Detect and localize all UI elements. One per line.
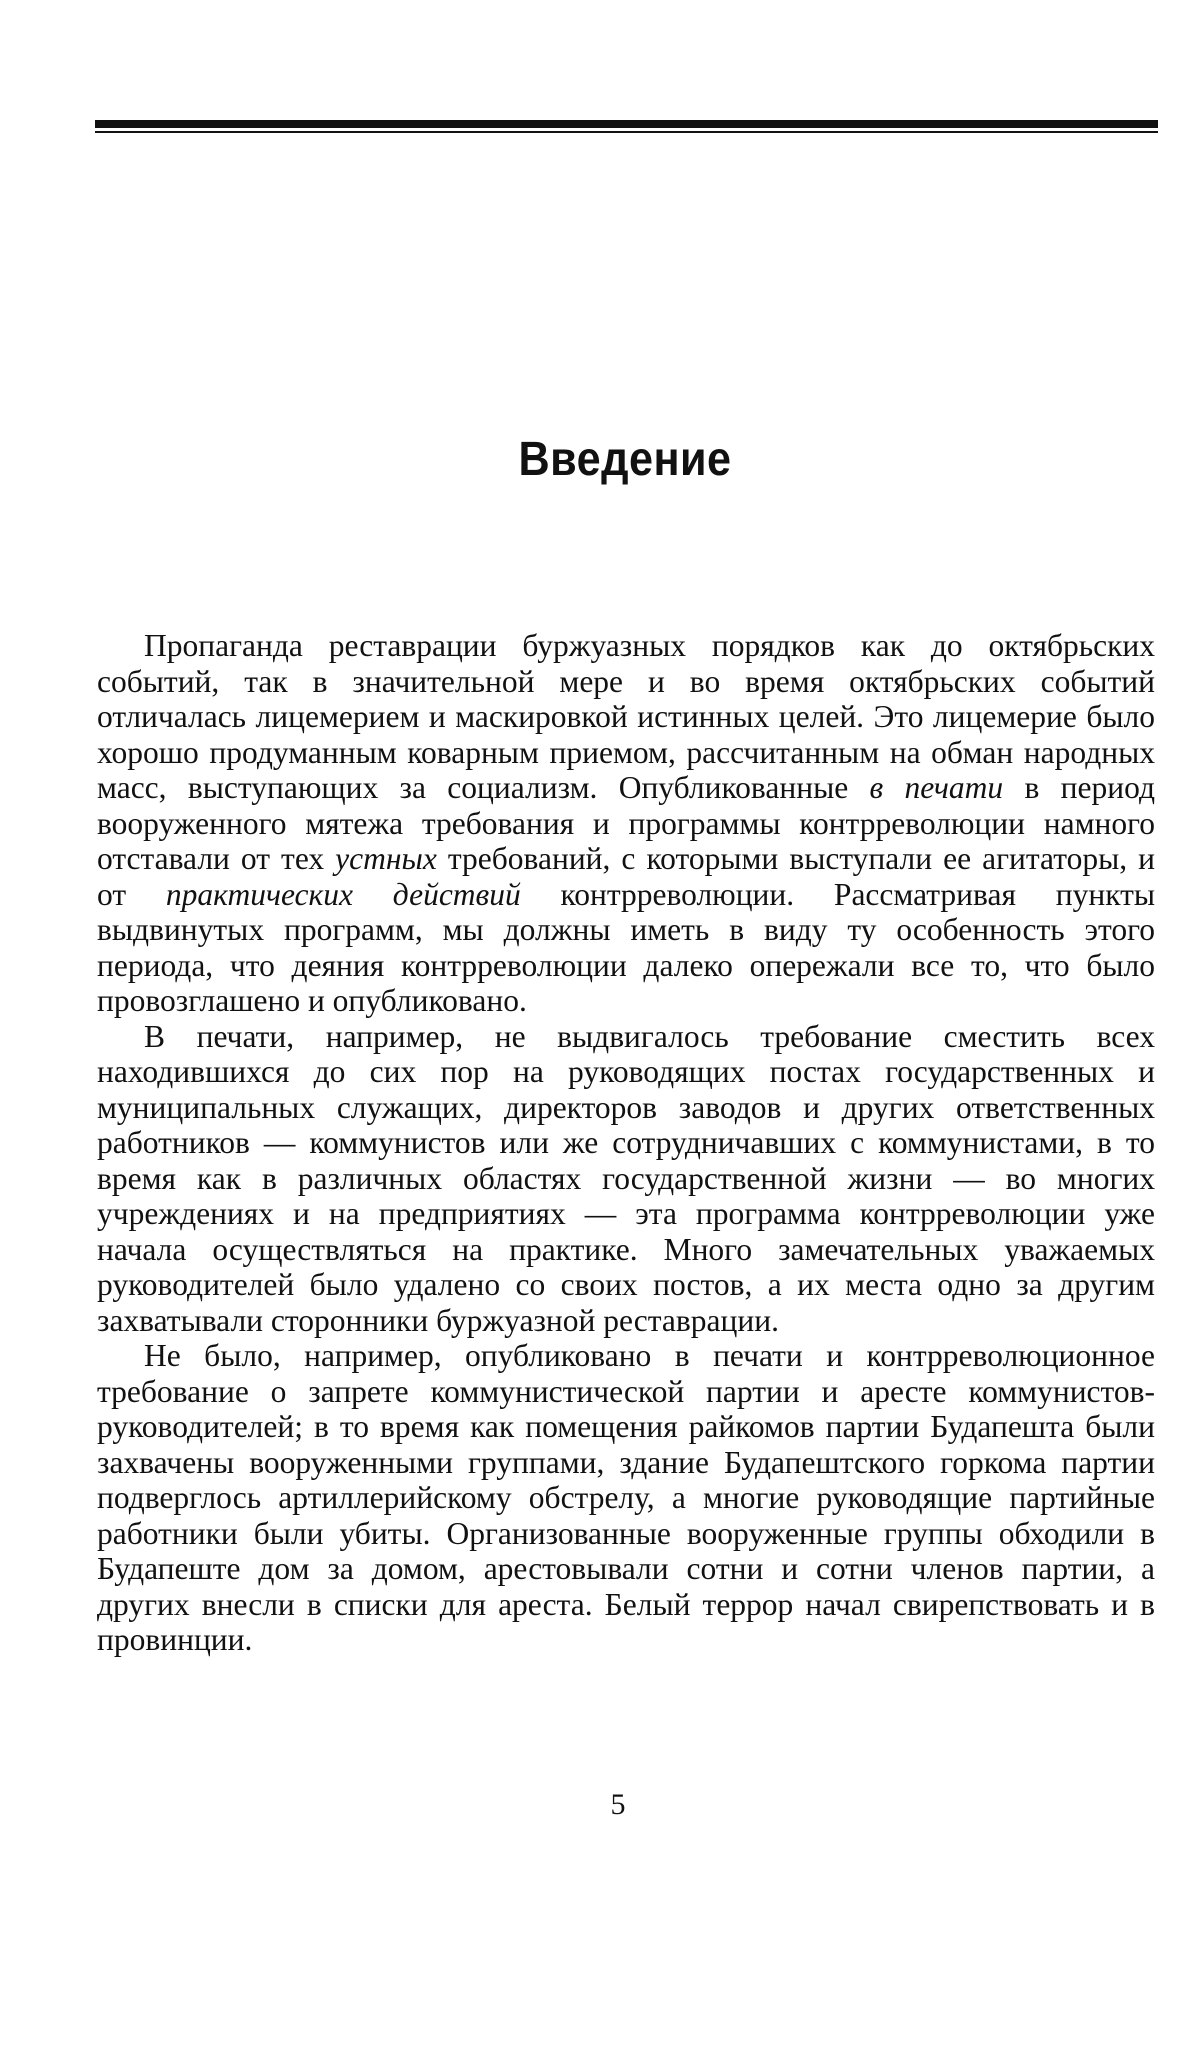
header-rule-thick — [95, 120, 1158, 128]
page-number: 5 — [610, 1788, 626, 1821]
header-rule-thin — [95, 131, 1158, 133]
paragraph — [97, 1338, 1155, 1658]
chapter-title: Введение — [518, 433, 732, 486]
paragraph-text: Не было, например, опубликовано в печати и контрреволюционное требование о запрете коммунистической партии и аресте коммунистов-руководителей; в то время как помещения райкомов партии Будапешта были захвачены вооруженными группами, здание Будапештского горкома партии подверглось артиллерийскому обстрелу, а многие руководящие партийные работники были убиты. Организованные вооруженные группы обходили в Будапеште дом за домом, арестовывали сотни и сотни членов партии, а других внесли в списки для ареста. Белый террор начал свирепствовать и в провинции. — [97, 1338, 1155, 1657]
paragraph-text: в период вооруженного мятежа требования и программы контрреволюции намного отставали от тех — [97, 770, 1155, 876]
emphasis-text: практических действий — [165, 876, 521, 912]
paragraph — [97, 1019, 1155, 1339]
paragraph-text: В печати, например, не выдвигалось требование сместить всех находившихся до сих пор на руководящих постах государственных и муниципальных служащих, директоров заводов и других ответственных работников — коммунистов или же сотрудничавших с коммунистами, в то время как в различных областях государственной жизни — во многих учреждениях и на предприятиях — эта программа контрреволюции уже начала осуществляться на практике. Много замечательных уважаемых руководителей было удалено со своих постов, а их места одно за другим захватывали сторонники буржуазной реставрации. — [97, 1018, 1155, 1338]
paragraph-text: требований, с которыми выступали ее агитаторы, и от — [97, 841, 1156, 912]
emphasis-text: устных — [335, 841, 437, 876]
body-text — [97, 628, 1155, 1658]
paragraph — [97, 628, 1155, 1019]
paragraph-text: контрреволюции. Рассматривая пункты выдвинутых программ, мы должны иметь в виду ту особенность этого периода, что деяния контрреволюции далеко опережали все то, что было провозглашено и опубликовано. — [97, 876, 1156, 1018]
paragraph-text: Пропаганда реставрации буржуазных порядков как до октябрьских событий, так в значительной мере и во время октябрьских событий отличалась лицемерием и маскировкой истинных целей. Это лицемерие было хорошо продуманным коварным приемом, рассчитанным на обман народных масс, выступающих за социализм. Опубликованные — [97, 628, 1155, 805]
emphasis-text: в печати — [869, 770, 1004, 805]
